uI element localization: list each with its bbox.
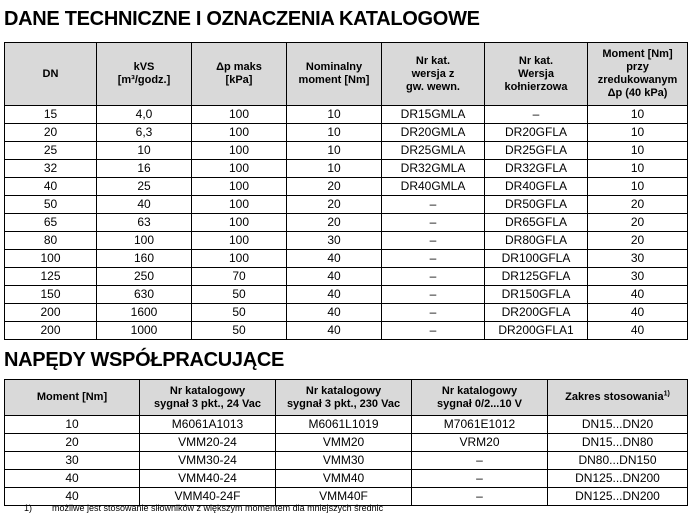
table-cell: M7061E1012 [412,416,548,434]
table-cell: – [382,286,485,304]
table-cell: DR200GFLA1 [485,322,588,340]
table-cell: 100 [192,142,287,160]
table-cell: DN15...DN20 [548,416,688,434]
table-cell: 40 [287,250,382,268]
column-header-line: sygnał 3 pkt., 24 Vac [153,397,261,410]
footnote-marker: 1) [663,390,670,398]
table-cell: 50 [192,286,287,304]
footnote-number: 1) [24,503,33,513]
table-cell: DR65GFLA [485,214,588,232]
column-header [140,380,276,416]
table-cell: 40 [5,178,97,196]
table-cell: – [382,268,485,286]
table-cell: 200 [5,304,97,322]
table-row [5,250,688,268]
column-header-line: Nr katalogowy [169,384,246,397]
column-header-line: zredukowanym [597,74,678,86]
table-cell: 63 [97,214,192,232]
table-row [5,416,688,434]
column-header-line: Δp (40 kPa) [607,87,668,99]
table-cell: – [382,322,485,340]
table-cell: 20 [588,232,688,250]
table-cell: 30 [588,250,688,268]
table-cell: DR25GMLA [382,142,485,160]
table-cell: DN15...DN80 [548,434,688,452]
table-cell: – [382,214,485,232]
table-row [5,434,688,452]
table-row [5,178,688,196]
table-cell: 40 [588,304,688,322]
table-cell: VMM30-24 [140,452,276,470]
table-row [5,142,688,160]
table-cell: 16 [97,160,192,178]
footnote-text: możliwe jest stosowanie siłowników z większym momentem dla mniejszych średnic [52,503,384,513]
table-row [5,452,688,470]
table-cell: 50 [192,304,287,322]
column-header [412,380,548,416]
table-cell: 150 [5,286,97,304]
table-row [5,232,688,250]
column-header-line: Moment [Nm] [36,391,108,403]
column-header-line: Nominalny [305,61,363,73]
table-cell: 50 [5,196,97,214]
table-cell: 40 [588,322,688,340]
table-row [5,286,688,304]
table-cell: VMM20 [276,434,412,452]
table-header-row [5,43,688,106]
table-cell: DR25GFLA [485,142,588,160]
table-row [5,124,688,142]
table-cell: 40 [287,286,382,304]
table-cell: 40 [5,488,140,506]
table-cell: VMM30 [276,452,412,470]
table-cell: 32 [5,160,97,178]
table-cell: 100 [192,124,287,142]
table-row [5,470,688,488]
table-cell: 10 [5,416,140,434]
table-cell: 25 [5,142,97,160]
compatible-drives-table [4,379,688,506]
table-cell: 50 [192,322,287,340]
table-cell: DN125...DN200 [548,488,688,506]
table-cell: 6,3 [97,124,192,142]
table-cell: VRM20 [412,434,548,452]
column-header-line: Nr kat. [518,54,554,67]
table-cell: DR125GFLA [485,268,588,286]
table-cell: DR150GFLA [485,286,588,304]
table-cell: DN125...DN200 [548,470,688,488]
table-cell: 10 [588,106,688,124]
table-cell: 20 [287,214,382,232]
table-cell: 100 [5,250,97,268]
table-cell: 20 [588,214,688,232]
table-cell: 100 [192,250,287,268]
table-cell: 10 [287,142,382,160]
table-cell: 1600 [97,304,192,322]
column-header [548,380,688,416]
column-header [485,43,588,106]
table-row [5,160,688,178]
table-cell: 30 [5,452,140,470]
table-cell: M6061A1013 [140,416,276,434]
table-cell: 70 [192,268,287,286]
footnote [24,503,383,513]
column-header-line: moment [Nm] [298,74,370,86]
table-cell: DR32GMLA [382,160,485,178]
table-cell: 15 [5,106,97,124]
table-cell: 100 [192,214,287,232]
table-cell: DN80...DN150 [548,452,688,470]
column-header-line: DN [42,67,59,80]
column-header-line: [kPa] [225,74,253,86]
drives-section-title: NAPĘDY WSPÓŁPRACUJĄCE [4,349,285,371]
table-cell: 10 [287,124,382,142]
table-cell: 30 [588,268,688,286]
table-cell: VMM20-24 [140,434,276,452]
table-cell: – [382,304,485,322]
table-cell: 10 [287,106,382,124]
column-header-line: Nr kat. [415,54,451,67]
column-header [5,43,97,106]
column-header-line: wersja z [411,67,455,80]
table-cell: 100 [192,160,287,178]
tech-section-title: DANE TECHNICZNE I OZNACZENIA KATALOGOWE [4,8,480,30]
table-cell: DR200GFLA [485,304,588,322]
table-cell: 10 [588,142,688,160]
table-cell: DR50GFLA [485,196,588,214]
column-header-line: Wersja [518,67,554,80]
table-cell: 200 [5,322,97,340]
table-cell: DR20GMLA [382,124,485,142]
column-header-line: kVS [133,61,155,73]
column-header [382,43,485,106]
table-row [5,268,688,286]
table-cell: 40 [287,304,382,322]
table-header-row [5,380,688,416]
table-cell: – [412,452,548,470]
table-cell: 100 [97,232,192,250]
table-cell: 630 [97,286,192,304]
table-cell: VMM40F [276,488,412,506]
column-header-line: sygnał 3 pkt., 230 Vac [286,397,401,410]
table-cell: 250 [97,268,192,286]
table-cell: 40 [97,196,192,214]
table-cell: M6061L1019 [276,416,412,434]
column-header-line: Moment [Nm] [602,48,673,60]
table-row [5,214,688,232]
table-cell: 10 [97,142,192,160]
table-cell: 20 [588,196,688,214]
table-cell: 20 [5,434,140,452]
table-cell: DR80GFLA [485,232,588,250]
column-header [97,43,192,106]
table-cell: DR40GFLA [485,178,588,196]
table-cell: DR15GMLA [382,106,485,124]
column-header [276,380,412,416]
table-cell: VMM40-24F [140,488,276,506]
table-cell: VMM40 [276,470,412,488]
table-cell: 25 [97,178,192,196]
column-header-line: sygnał 0/2...10 V [437,397,522,410]
table-cell: 10 [588,178,688,196]
column-header-line: gw. wewn. [406,80,460,93]
table-cell: DR100GFLA [485,250,588,268]
column-header-line: [m³/godz.] [117,74,171,86]
table-cell: 100 [192,178,287,196]
table-cell: 30 [287,232,382,250]
table-row [5,322,688,340]
table-cell: 20 [287,196,382,214]
table-cell: 20 [287,178,382,196]
table-cell: 40 [588,286,688,304]
technical-data-table [4,42,688,340]
table-cell: 10 [588,160,688,178]
table-cell: – [412,470,548,488]
table-cell: 160 [97,250,192,268]
table-row [5,304,688,322]
table-cell: 100 [192,106,287,124]
column-header [588,43,688,106]
table-cell: DR40GMLA [382,178,485,196]
table-cell: 80 [5,232,97,250]
table-cell: – [382,196,485,214]
table-cell: 125 [5,268,97,286]
table-cell: 100 [192,196,287,214]
table-cell: – [382,232,485,250]
column-header-line: Δp maks [216,61,262,73]
table-cell: – [412,488,548,506]
table-cell: 4,0 [97,106,192,124]
column-header [287,43,382,106]
column-header-line: Zakres stosowania [565,391,664,403]
table-cell: 65 [5,214,97,232]
table-cell: 10 [588,124,688,142]
table-cell: 40 [287,268,382,286]
table-cell: – [382,250,485,268]
column-header [5,380,140,416]
table-cell: DR20GFLA [485,124,588,142]
column-header-line: przy [626,61,649,73]
table-cell: 40 [5,470,140,488]
table-cell: VMM40-24 [140,470,276,488]
column-header-line: kołnierzowa [504,80,568,93]
table-cell: 40 [287,322,382,340]
table-cell: 100 [192,232,287,250]
table-cell: 1000 [97,322,192,340]
table-cell: DR32GFLA [485,160,588,178]
column-header-line: Nr katalogowy [441,384,518,397]
column-header-line: Nr katalogowy [305,384,382,397]
table-row [5,106,688,124]
column-header [192,43,287,106]
table-cell: 10 [287,160,382,178]
table-cell: – [485,106,588,124]
table-cell: 20 [5,124,97,142]
table-row [5,196,688,214]
